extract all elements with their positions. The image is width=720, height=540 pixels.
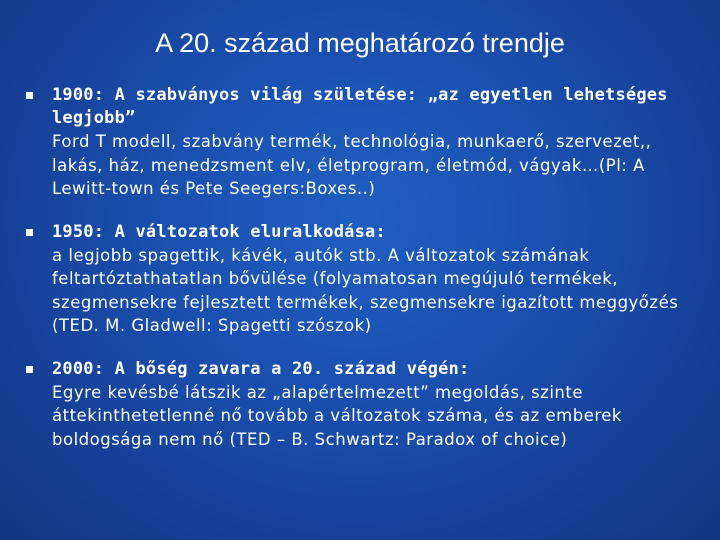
bullet-item-1950	[24, 221, 704, 338]
bullet-list	[24, 84, 704, 451]
bullet-heading: 1950: A változatok eluralkodása:	[52, 221, 386, 242]
bullet-item-2000	[24, 358, 704, 452]
bullet-heading: 1900: A szabványos világ születése: „az egyetlen lehetséges legjobb”	[52, 85, 668, 128]
bullet-heading: 2000: A bőség zavara a 20. század végén:	[52, 358, 470, 379]
bullet-text: Ford T modell, szabvány termék, technológia, munkaerő, szervezet,, lakás, ház, menedzsment elv, életprogram, életmód, vágyak…(Pl: A Lewitt-town és Pete Seegers:Boxes..)	[52, 132, 652, 198]
bullet-text: Egyre kevésbé látszik az „alapértelmezett” megoldás, szinte áttekinthetetlenné nő tovább a változatok száma, és az emberek boldogsága nem nő (TED – B. Schwartz: Paradox of choice)	[52, 382, 622, 449]
square-bullet-icon	[26, 92, 33, 99]
bullet-text: a legjobb spagettik, kávék, autók stb. A változatok számának feltartóztathatatlan bővülése (folyamatosan megújuló termékek, szegmensekre fejlesztett termékek, szegmensekre igazított meggyőzés (TED. M. Gladwell: Spagetti szószok)	[52, 245, 679, 335]
square-bullet-icon	[26, 366, 33, 373]
bullet-item-1900	[24, 84, 704, 201]
slide-title: A 20. század meghatározó trendje	[155, 28, 565, 58]
square-bullet-icon	[26, 229, 33, 236]
